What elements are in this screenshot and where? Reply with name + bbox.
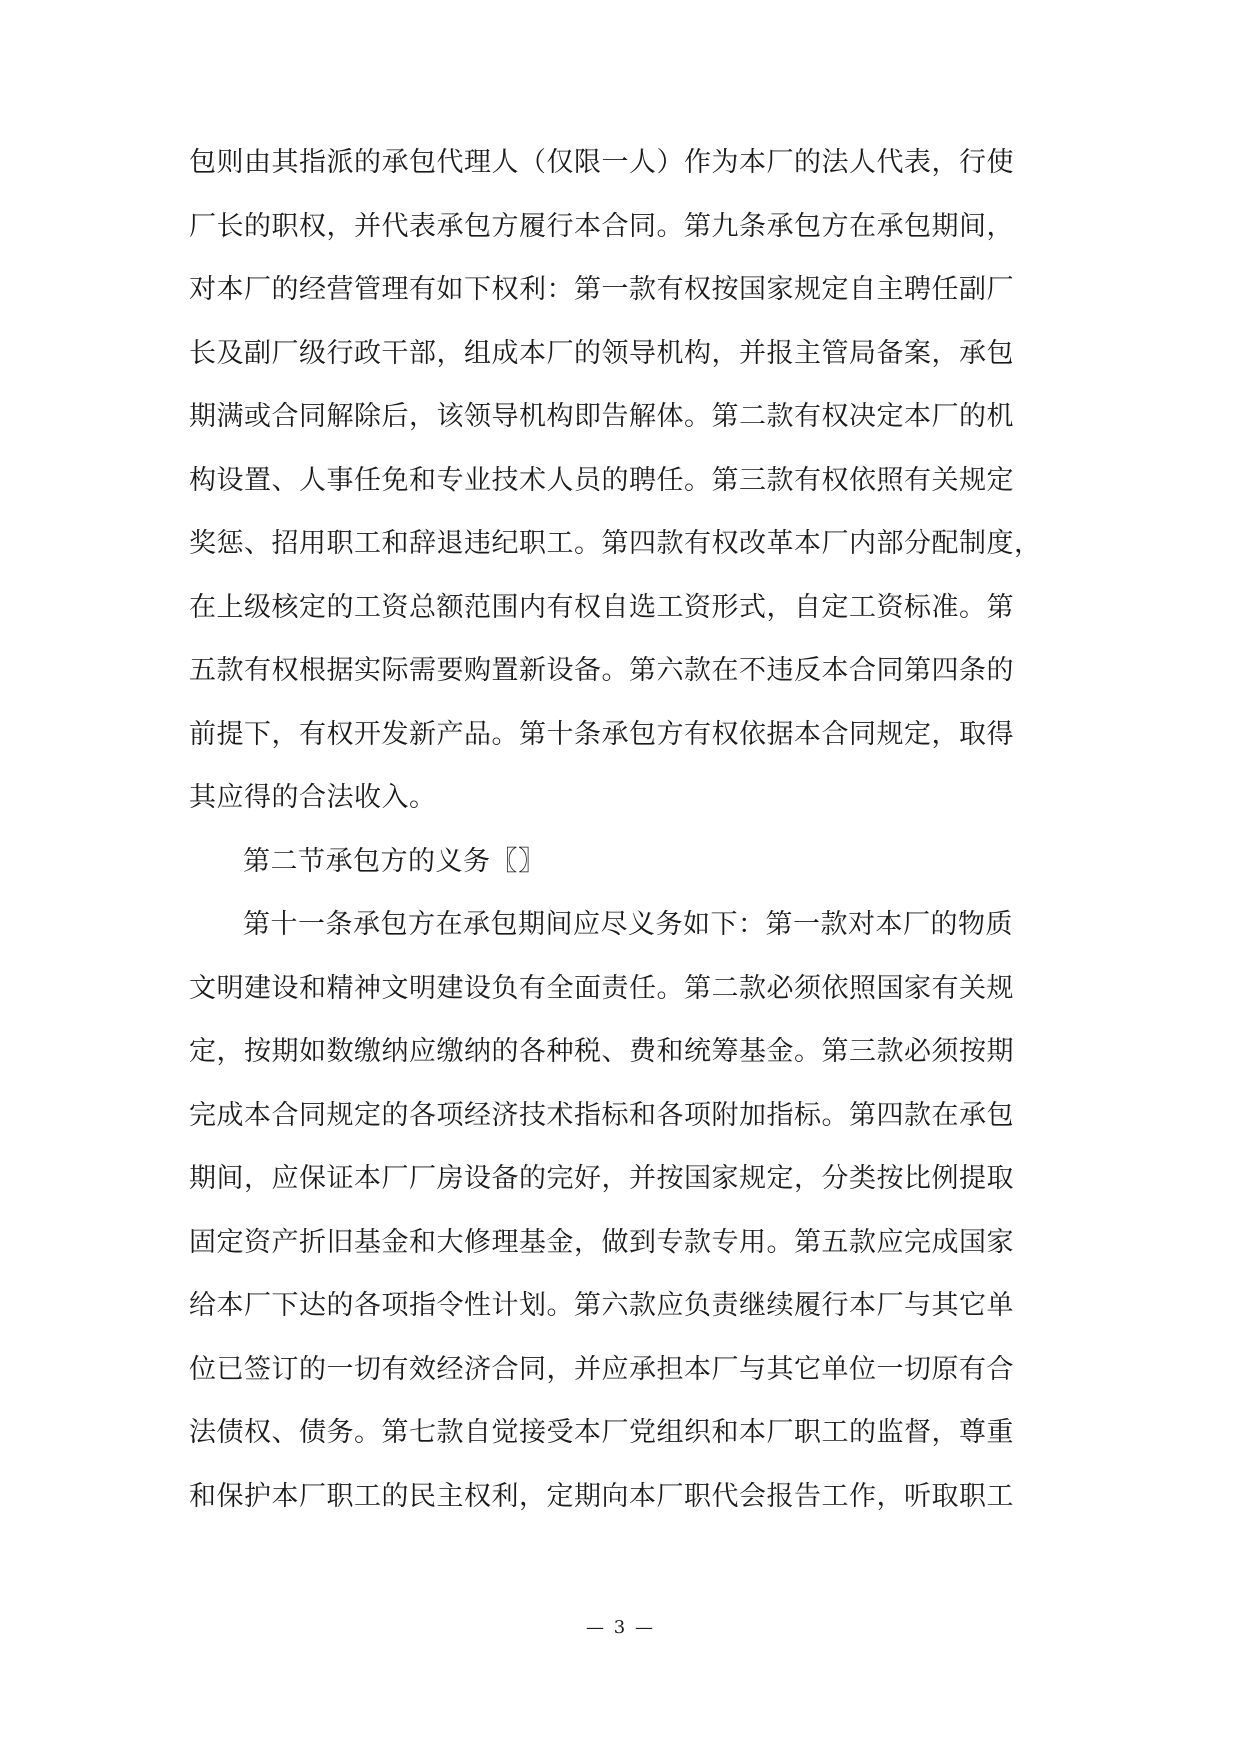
- text-line: 第十一条承包方在承包期间应尽义务如下：第一款对本厂的物质: [243, 909, 1013, 940]
- page-number: — 3 —: [586, 1617, 655, 1638]
- text-line: 期间，应保证本厂厂房设备的完好，并按国家规定，分类按比例提取: [189, 1163, 1014, 1194]
- text-line: 五款有权根据实际需要购置新设备。第六款在不违反本合同第四条的: [189, 655, 1014, 686]
- text-line: 对本厂的经营管理有如下权利：第一款有权按国家规定自主聘任副厂: [189, 274, 1014, 305]
- text-line: 构设置、人事任免和专业技术人员的聘任。第三款有权依照有关规定: [189, 464, 1014, 496]
- text-line: 法债权、债务。第七款自觉接受本厂党组织和本厂职工的监督，尊重: [189, 1417, 1014, 1448]
- text-line: 位已签订的一切有效经济合同，并应承担本厂与其它单位一切原有合: [189, 1353, 1014, 1385]
- text-line: 定，按期如数缴纳应缴纳的各种税、费和统筹基金。第三款必须按期: [189, 1036, 1014, 1067]
- text-line: 完成本合同规定的各项经济技术指标和各项附加指标。第四款在承包: [189, 1099, 1014, 1131]
- text-line: 奖惩、招用职工和辞退违纪职工。第四款有权改革本厂内部分配制度，: [189, 528, 1042, 559]
- text-line: 厂长的职权，并代表承包方履行本合同。第九条承包方在承包期间，: [189, 210, 1014, 242]
- text-line: 文明建设和精神文明建设负有全面责任。第二款必须依照国家有关规: [189, 972, 1014, 1004]
- text-line: 包则由其指派的承包代理人（仅限一人）作为本厂的法人代表，行使: [189, 147, 1014, 178]
- text-line: 长及副厂级行政干部，组成本厂的领导机构，并报主管局备案，承包: [189, 337, 1014, 369]
- text-line: 在上级核定的工资总额范围内有权自选工资形式，自定工资标准。第: [189, 591, 1014, 623]
- section-heading: 第二节承包方的义务〖〗: [243, 845, 546, 877]
- text-line: 前提下，有权开发新产品。第十条承包方有权依据本合同规定，取得: [189, 718, 1014, 750]
- text-line: 给本厂下达的各项指令性计划。第六款应负责继续履行本厂与其它单: [189, 1290, 1014, 1321]
- text-line: 和保护本厂职工的民主权利，定期向本厂职代会报告工作，听取职工: [189, 1480, 1014, 1512]
- text-line: 固定资产折旧基金和大修理基金，做到专款专用。第五款应完成国家: [189, 1226, 1014, 1258]
- text-line: 期满或合同解除后，该领导机构即告解体。第二款有权决定本厂的机: [189, 401, 1014, 432]
- body-text: [189, 131, 1049, 1528]
- text-line: 其应得的合法收入。: [189, 782, 437, 813]
